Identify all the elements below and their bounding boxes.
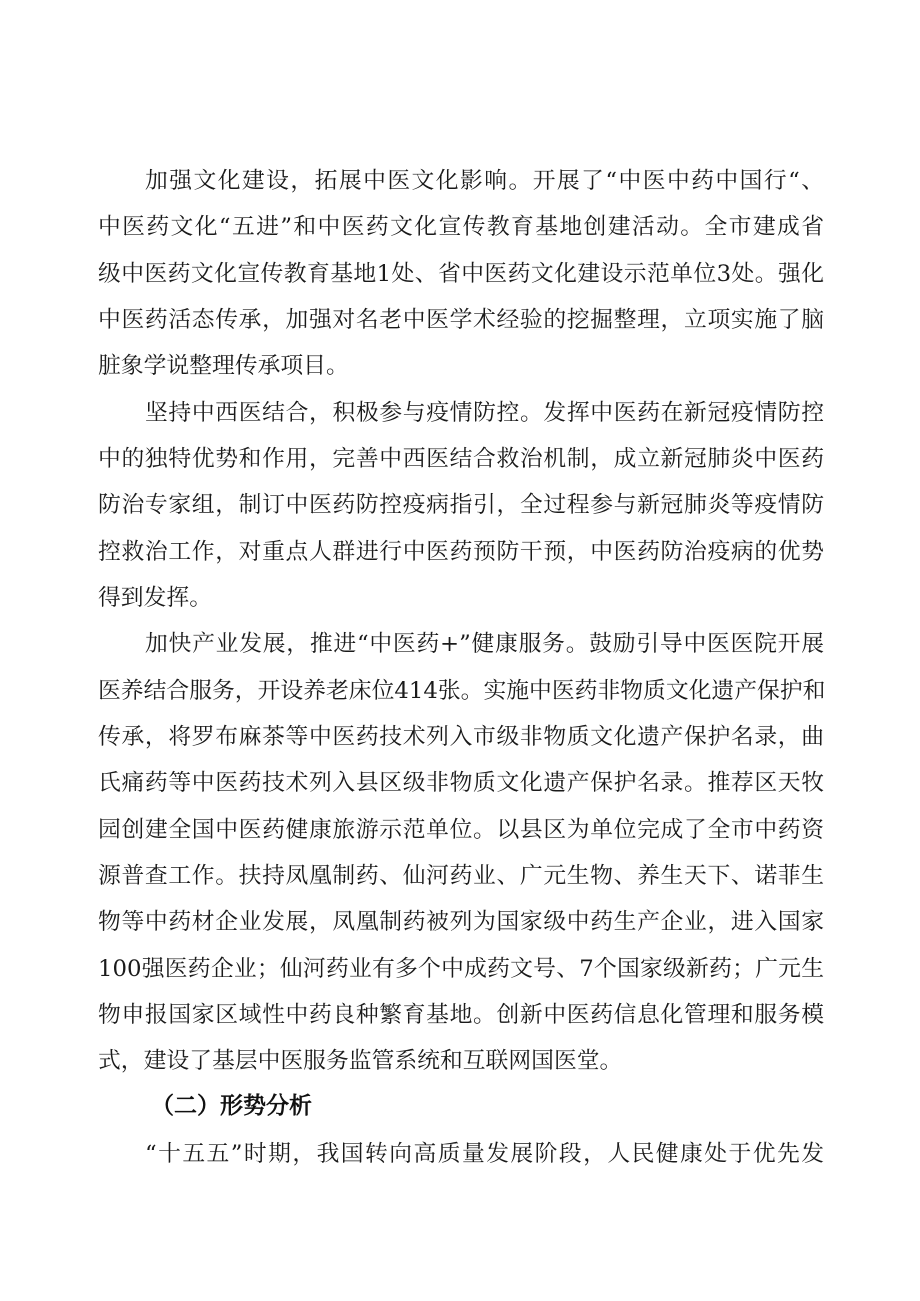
text-line: 加强文化建设，拓展中医文化影响。开展了“中医中药中国行“、 bbox=[145, 168, 824, 194]
text-line: 氏痛药等中医药技术列入县区级非物质文化遗产保护名录。推荐区天牧 bbox=[98, 770, 824, 796]
text-line: 100强医药企业；仙河药业有多个中成药文号、7个国家级新药；广元生 bbox=[98, 956, 824, 982]
text-line: 控救治工作，对重点人群进行中医药预防干预，中医药防治疫病的优势 bbox=[98, 539, 824, 565]
text-line: 园创建全国中医药健康旅游示范单位。以县区为单位完成了全市中药资 bbox=[98, 817, 824, 843]
text-line: 防治专家组，制订中医药防控疫病指引，全过程参与新冠肺炎等疫情防 bbox=[98, 492, 824, 518]
text-line: 物申报国家区域性中药良种繁育基地。创新中医药信息化管理和服务模 bbox=[98, 1002, 824, 1028]
text-line: 加快产业发展，推进“中医药+”健康服务。鼓励引导中医医院开展 bbox=[145, 631, 824, 657]
text-line: 源普查工作。扶持凤凰制药、仙河药业、广元生物、养生天下、诺菲生 bbox=[98, 863, 824, 889]
text-line: 级中医药文化宣传教育基地1处、省中医药文化建设示范单位3处。强化 bbox=[98, 261, 824, 287]
text-line: 脏象学说整理传承项目。 bbox=[98, 353, 349, 379]
text-line: 中医药活态传承，加强对名老中医学术经验的挖掘整理，立项实施了脑 bbox=[98, 307, 824, 333]
text-line: 物等中药材企业发展，凤凰制药被列为国家级中药生产企业，进入国家 bbox=[98, 909, 824, 935]
section-heading: （二）形势分析 bbox=[151, 1093, 312, 1119]
text-line: 医养结合服务，开设养老床位414张。实施中医药非物质文化遗产保护和 bbox=[98, 678, 826, 704]
text-line: 坚持中西医结合，积极参与疫情防控。发挥中医药在新冠疫情防控 bbox=[145, 400, 824, 426]
text-line: 中的独特优势和作用，完善中西医结合救治机制，成立新冠肺炎中医药 bbox=[98, 446, 824, 472]
text-line: 得到发挥。 bbox=[98, 585, 212, 611]
text-line: “十五五”时期，我国转向高质量发展阶段，人民健康处于优先发 bbox=[145, 1141, 824, 1167]
text-line: 中医药文化“五进”和中医药文化宣传教育基地创建活动。全市建成省 bbox=[98, 214, 824, 240]
text-line: 式，建设了基层中医服务监管系统和互联网国医堂。 bbox=[98, 1048, 623, 1074]
text-line: 传承，将罗布麻茶等中医药技术列入市级非物质文化遗产保护名录，曲 bbox=[98, 724, 824, 750]
